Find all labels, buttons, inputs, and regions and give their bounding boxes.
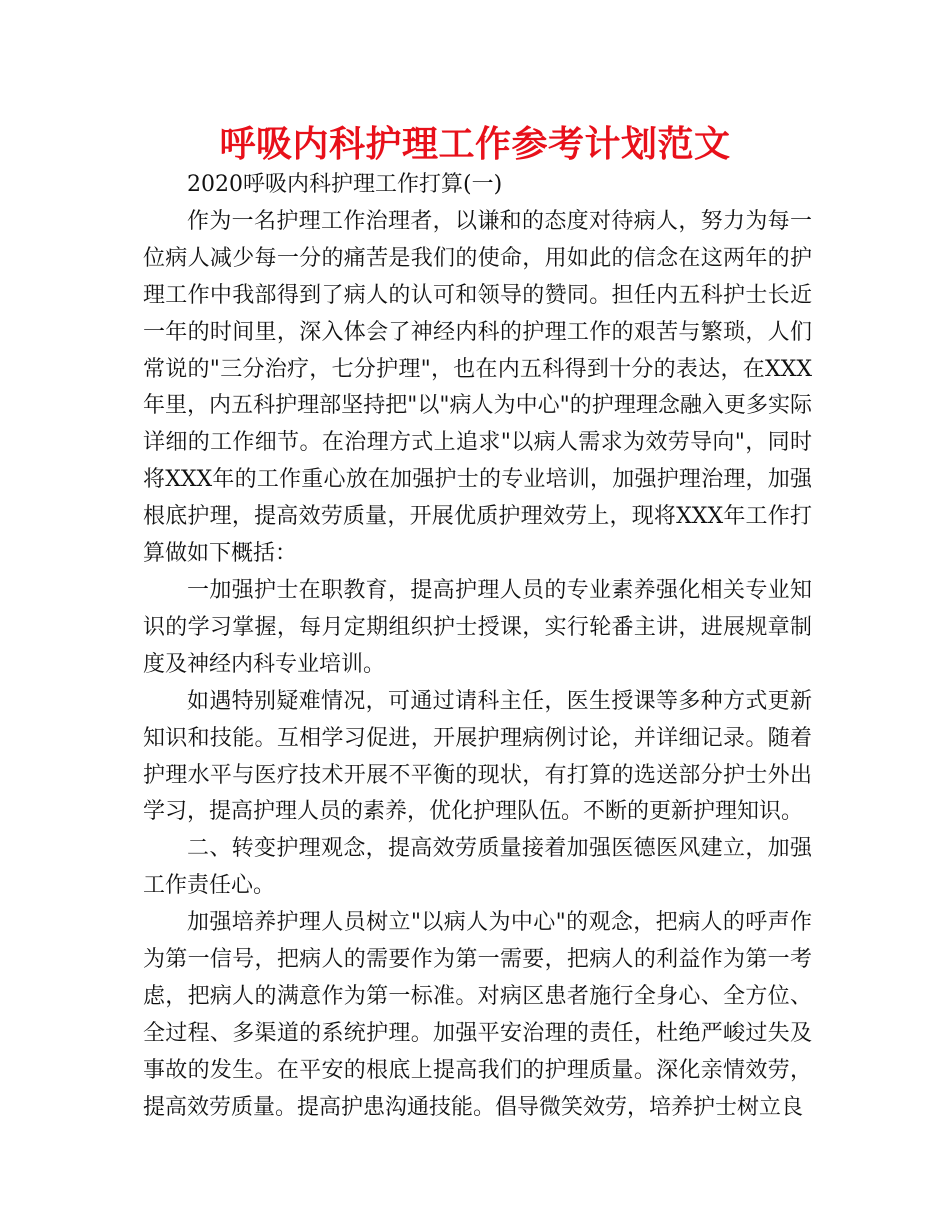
body-paragraph-4: 二、转变护理观念，提高效劳质量接着加强医德医风建立，加强工作责任心。 [143,836,812,899]
document-title: 呼吸内科护理工作参考计划范文 [219,124,731,165]
body-paragraph-2: 一加强护士在职教育，提高护理人员的专业素养强化相关专业知识的学习掌握，每月定期组织护士授课，实行轮番主讲，进展规章制度及神经内科专业培训。 [143,577,812,677]
document-subtitle: 2020呼吸内科护理工作打算(一) [187,172,503,197]
body-paragraph-1: 作为一名护理工作治理者，以谦和的态度对待病人，努力为每一位病人减少每一分的痛苦是我们的使命，用如此的信念在这两年的护理工作中我部得到了病人的认可和领导的赞同。担任内五科护士长近一年的时间里，深入体会了神经内科的护理工作的艰苦与繁琐，人们常说的"三分治疗，七分护理"，也在内五科得到十分的表达，在XXX年里，内五科护理部坚持把"以"病人为中心"的护理理念融入更多实际详细的工作细节。在治理方式上追求"以病人需求为效劳导向"，同时将XXX年的工作重心放在加强护士的专业培训，加强护理治理，加强根底护理，提高效劳质量，开展优质护理效劳上，现将XXX年工作打算做如下概括： [143,208,812,567]
body-paragraph-3: 如遇特别疑难情况，可通过请科主任，医生授课等多种方式更新知识和技能。互相学习促进，开展护理病例讨论，并详细记录。随着护理水平与医疗技术开展不平衡的现状，有打算的选送部分护士外出学习，提高护理人员的素养，优化护理队伍。不断的更新护理知识。 [143,688,812,825]
document-body [143,167,812,1127]
body-paragraph-5: 加强培养护理人员树立"以病人为中心"的观念，把病人的呼声作为第一信号，把病人的需要作为第一需要，把病人的利益作为第一考虑，把病人的满意作为第一标准。对病区患者施行全身心、全方位、全过程、多渠道的系统护理。加强平安治理的责任，杜绝严峻过失及事故的发生。在平安的根底上提高我们的护理质量。深化亲情效劳，提高效劳质量。提高护患沟通技能。倡导微笑效劳，培养护士树立良 [143,910,812,1120]
